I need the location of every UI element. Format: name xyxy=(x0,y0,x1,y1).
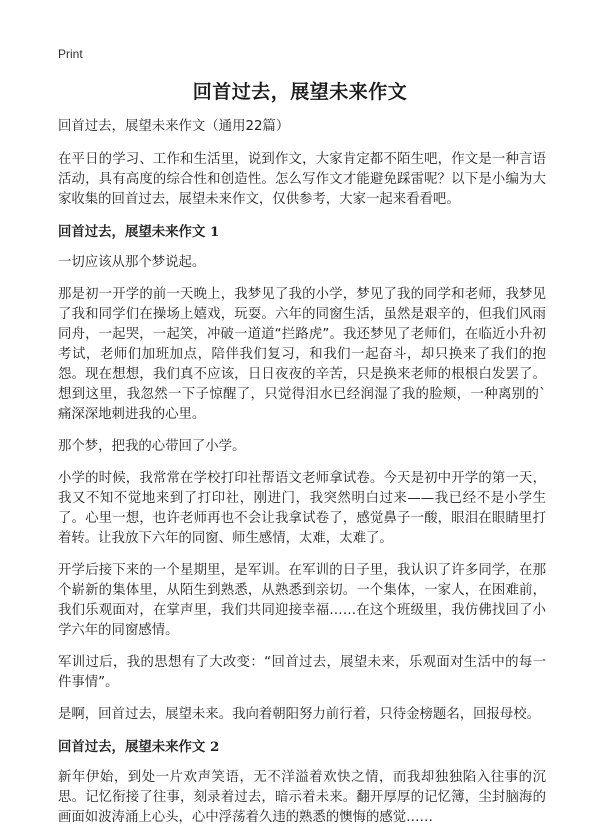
article-subtitle: 回首过去，展望未来作文（通用22篇） xyxy=(58,119,290,134)
paragraph: 新年伊始，到处一片欢声笑语，无不洋溢着欢快之情，而我却独独陷入往事的沉思。记忆衔接了往事，刻录着过去，暗示着未来。翻开厚厚的记忆簿，尘封脑海的画面如波涛涌上心头，心中浮荡着久违的熟悉的懊悔的感觉…… xyxy=(58,770,546,825)
paragraph: 军训过后，我的思想有了大改变：“回首过去，展望未来，乐观面对生活中的每一件事情”。 xyxy=(58,655,546,690)
page-title: 回首过去，展望未来作文 xyxy=(192,81,408,103)
paragraph: 那是初一开学的前一天晚上，我梦见了我的小学，梦见了我的同学和老师，我梦见了我和同学们在操场上嬉戏，玩耍。六年的同窗生活，虽然是艰辛的，但我们风雨同舟，一起哭，一起笑，冲破一道道“拦路虎”。我还梦见了老师们，在临近小升初考试，老师们加班加点，陪伴我们复习，和我们一起奋斗，却只换来了我们的抱怨。现在想想，我们真不应该，日日夜夜的辛苦，只是换来老师的根根白发罢了。想到这里，我忽然一下子惊醒了，只觉得泪水已经润湿了我的脸颊，一种离别的`痛深深地刺进我的心里。 xyxy=(58,287,546,422)
paragraph: 开学后接下来的一个星期里，是军训。在军训的日子里，我认识了许多同学，在那个崭新的集体里，从陌生到熟悉，从熟悉到亲切。一个集体，一家人，在困难前，我们乐观面对，在掌声里，我们共同迎接幸福……在这个班级里，我仿佛找回了小学六年的同窗感情。 xyxy=(58,563,546,638)
print-link[interactable]: Print xyxy=(58,47,83,61)
section-heading-1: 回首过去，展望未来作文 1 xyxy=(58,224,220,240)
paragraph: 那个梦，把我的心带回了小学。 xyxy=(58,439,246,454)
section-heading-2: 回首过去，展望未来作文 2 xyxy=(58,739,220,755)
paragraph: 是啊，回首过去，展望未来。我向着朝阳努力前行着，只待金榜题名，回报母校。 xyxy=(58,707,541,722)
intro-paragraph: 在平日的学习、工作和生活里，说到作文，大家肯定都不陌生吧，作文是一种言语活动，具有高度的综合性和创造性。怎么写作文才能避免踩雷呢？以下是小编为大家收集的回首过去，展望未来作文，仅供参考，大家一起来看看吧。 xyxy=(58,152,546,207)
article-body xyxy=(58,117,546,840)
paragraph: 一切应该从那个梦说起。 xyxy=(58,255,206,270)
paragraph: 小学的时候，我常常在学校打印社帮语文老师拿试卷。今天是初中开学的第一天，我又不知不觉地来到了打印社，刚进门，我突然明白过来——我已经不是小学生了。心里一想，也许老师再也不会让我拿试卷了，感觉鼻子一酸，眼泪在眼睛里打着转。让我放下六年的同窗、师生感情，太难，太难了。 xyxy=(58,471,546,546)
